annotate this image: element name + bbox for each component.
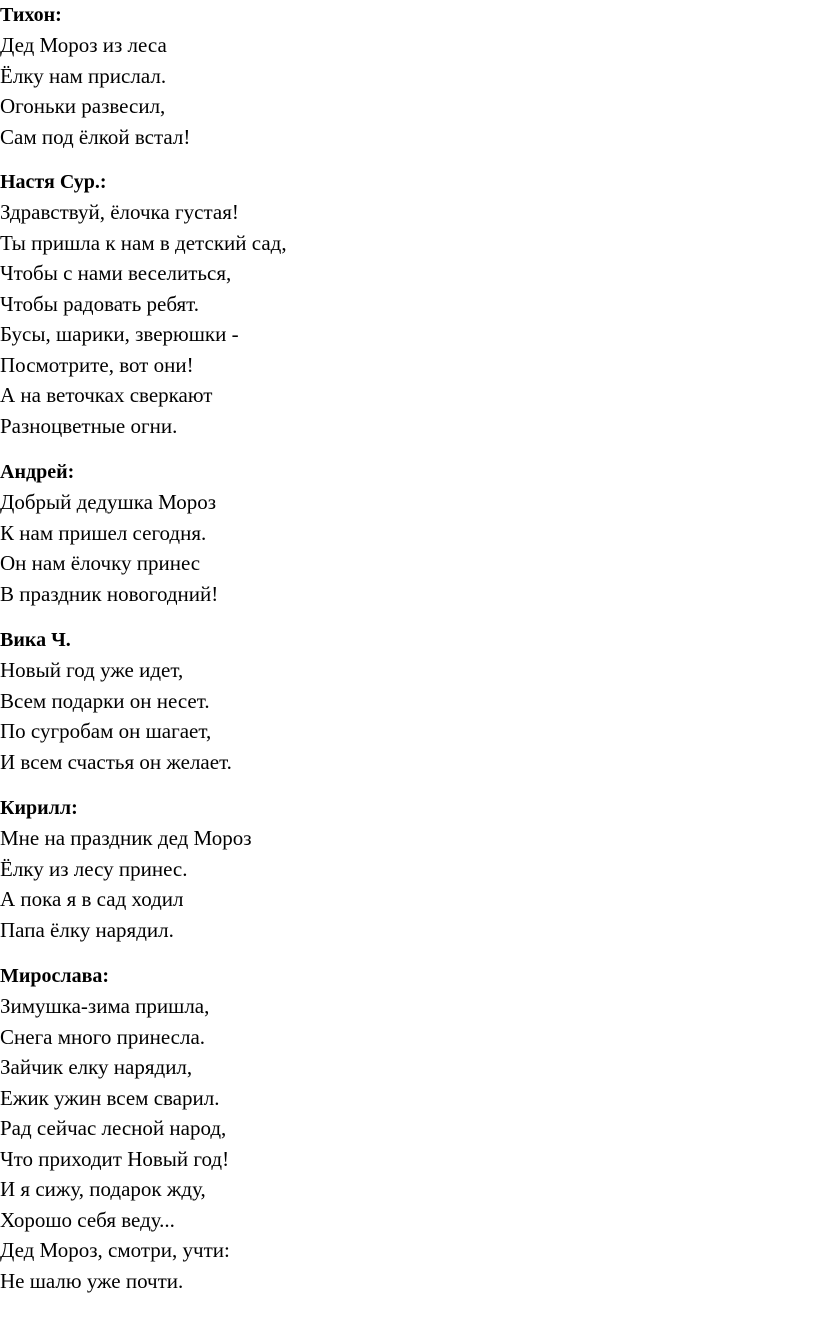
speaker-name: Вика Ч.: [0, 629, 71, 651]
poem-line: Здравствуй, ёлочка густая!: [0, 200, 239, 224]
stanza-vika: [0, 625, 232, 777]
speaker-name: Кирилл:: [0, 797, 78, 819]
speaker-name: Тихон:: [0, 4, 62, 26]
stanza-kirill: [0, 793, 252, 945]
poem-line: И я сижу, подарок жду,: [0, 1177, 206, 1201]
stanza-miroslava: [0, 961, 230, 1296]
poem-line: Дед Мороз из леса: [0, 33, 167, 57]
poem-line: Папа ёлку нарядил.: [0, 917, 174, 942]
poem-line: Чтобы радовать ребят.: [0, 291, 200, 316]
poem-line: Зимушка-зима пришла,: [0, 994, 210, 1018]
poem-line: А пока я в сад ходил: [0, 887, 184, 911]
poem-line: Снега много принесла.: [0, 1024, 206, 1049]
poem-line: Что приходит Новый год!: [0, 1146, 230, 1171]
poem-line: Чтобы с нами веселиться,: [0, 261, 232, 285]
speaker-name: Мирослава:: [0, 965, 110, 987]
stanza-nastya: [0, 167, 287, 441]
stanza-tikhon: [0, 0, 190, 152]
stanza-andrey: [0, 457, 218, 609]
poem-line: Рад сейчас лесной народ,: [0, 1116, 227, 1140]
poem-line: Всем подарки он несет.: [0, 688, 210, 713]
poem-line: Бусы, шарики, зверюшки -: [0, 322, 239, 346]
poem-line: Посмотрите, вот они!: [0, 352, 194, 377]
poem-line: В праздник новогодний!: [0, 581, 219, 606]
poem-line: Огоньки развесил,: [0, 94, 166, 118]
poem-line: Дед Мороз, смотри, учти:: [0, 1238, 230, 1262]
poem-line: К нам пришел сегодня.: [0, 520, 207, 545]
poem-line: Сам под ёлкой встал!: [0, 124, 191, 149]
poem-line: А на веточках сверкают: [0, 383, 213, 407]
poem-line: По сугробам он шагает,: [0, 719, 212, 743]
poem-line: Добрый дедушка Мороз: [0, 490, 217, 514]
poem-line: Мне на праздник дед Мороз: [0, 826, 252, 850]
speaker-name: Настя Сур.:: [0, 171, 107, 193]
poem-line: Ёлку из лесу принес.: [0, 856, 188, 881]
poem-line: И всем счастья он желает.: [0, 749, 232, 774]
poem-line: Не шалю уже почти.: [0, 1268, 184, 1293]
poem-line: Хорошо себя веду...: [0, 1207, 175, 1232]
speaker-name: Андрей:: [0, 461, 75, 483]
poem-line: Зайчик елку нарядил,: [0, 1055, 193, 1079]
poem-line: Ёлку нам прислал.: [0, 63, 167, 88]
poem-line: Ты пришла к нам в детский сад,: [0, 230, 287, 255]
poem-line: Ежик ужин всем сварил.: [0, 1085, 220, 1110]
poem-line: Разноцветные огни.: [0, 413, 178, 438]
poem-line: Новый год уже идет,: [0, 658, 184, 682]
poem-line: Он нам ёлочку принес: [0, 551, 201, 575]
